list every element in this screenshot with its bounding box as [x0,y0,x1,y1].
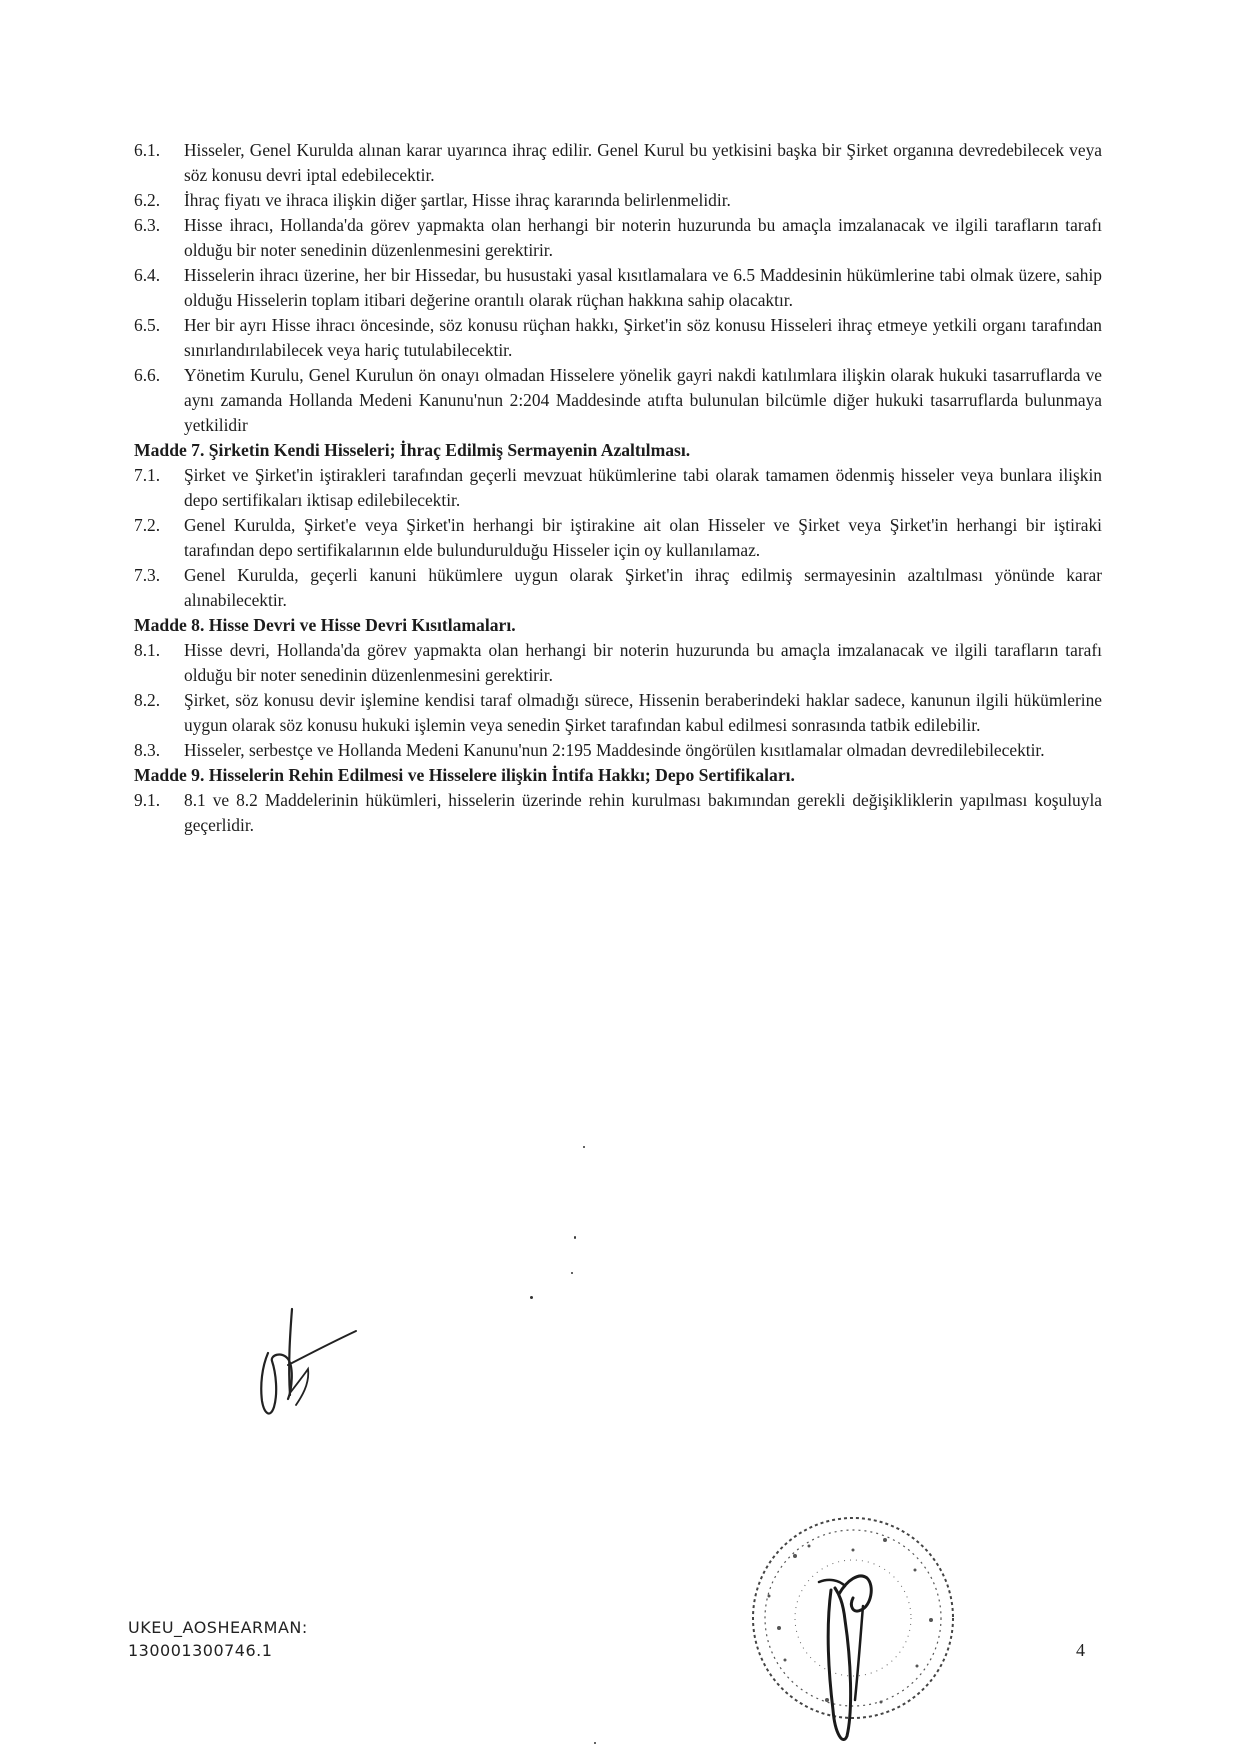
clause-number: 6.6. [134,365,161,385]
clause-text: Hisse ihracı, Hollanda'da görev yapmakta olan herhangi bir noterin huzurunda bu amaçla imzalanacak ve ilgili tarafların tarafı olduğu bir noter senedinin düzenlenmesini gerektirir. [184,215,1102,260]
clause-text: Hisseler, serbestçe ve Hollanda Medeni Kanunu'nun 2:195 Maddesinde öngörülen kısıtlamalar olmadan devredilebilecektir. [184,740,1045,760]
clause-6-1 [134,138,1102,188]
clause-text: Şirket, söz konusu devir işlemine kendisi taraf olmadığı sürece, Hissenin beraberindeki haklar sadece, kanunun ilgili hükümlerine uygun olarak söz konusu hukuki işlemin veya senedin Şirket tarafından kabul edilmesi sonrasında tatbik edilebilir. [184,690,1102,735]
clause-number: 8.3. [134,740,161,760]
clause-number: 6.3. [134,215,161,235]
clause-text: Hisseler, Genel Kurulda alınan karar uyarınca ihraç edilir. Genel Kurul bu yetkisini başka bir Şirket organına devredebilecek veya söz konusu devri iptal edebilecektir. [184,140,1102,185]
document-body [134,138,1102,838]
official-seal-stamp [735,1510,965,1750]
page-number: 4 [1076,1640,1085,1660]
clause-text: Genel Kurulda, geçerli kanuni hükümlere uygun olarak Şirket'in ihraç edilmiş sermayesinin azaltılması yönünde karar alınabilecektir. [184,565,1102,610]
clause-text: Hisse devri, Hollanda'da görev yapmakta olan herhangi bir noterin huzurunda bu amaçla imzalanacak ve ilgili tarafların tarafı olduğu bir noter senedinin düzenlenmesini gerektirir. [184,640,1102,685]
clause-number: 6.5. [134,315,161,335]
clause-7-1 [134,463,1102,513]
clause-7-3 [134,563,1102,613]
scan-speck [594,1742,596,1744]
clause-number: 6.2. [134,190,161,210]
clause-text: Hisselerin ihracı üzerine, her bir Hissedar, bu husustaki yasal kısıtlamalara ve 6.5 Maddesinin hükümlerine tabi olmak üzere, sahip olduğu Hisselerin toplam itibari değerine orantılı olarak rüçhan hakkına sahip olacaktır. [184,265,1102,310]
document-identifier [128,1616,308,1662]
clause-text: Her bir ayrı Hisse ihracı öncesinde, söz konusu rüçhan hakkı, Şirket'in söz konusu Hisseleri ihraç etmeye yetkili organı tarafından sınırlandırılabilecek veya hariç tutulabilecektir. [184,315,1102,360]
document-identifier-line-2: 130001300746.1 [128,1641,273,1660]
clause-number: 8.1. [134,640,161,660]
clause-number: 6.4. [134,265,161,285]
clause-text: İhraç fiyatı ve ihraca ilişkin diğer şartlar, Hisse ihraç kararında belirlenmelidir. [184,190,731,210]
clause-text: Şirket ve Şirket'in iştirakleri tarafından geçerli mevzuat hükümlerine tabi olarak tamamen ödenmiş hisseler veya bunlara ilişkin depo sertifikaları iktisap edilebilecektir. [184,465,1102,510]
clause-8-1 [134,638,1102,688]
clause-text: 8.1 ve 8.2 Maddelerinin hükümleri, hisselerin üzerinde rehin kurulması bakımından gerekli değişikliklerin yapılması koşuluyla geçerlidir. [184,790,1102,835]
clause-8-3 [134,738,1102,763]
clause-text: Yönetim Kurulu, Genel Kurulun ön onayı olmadan Hisselere yönelik gayri nakdi katılımlara ilişkin olarak hukuki tasarruflarda ve aynı zamanda Hollanda Medeni Kanunu'nun 2:204 Maddesinde atıfta bulunulan bilcümle diğer hukuki tasarruflarda bulunmaya yetkilidir [184,365,1102,435]
document-identifier-line-1: UKEU_AOSHEARMAN: [128,1618,308,1637]
clause-number: 9.1. [134,790,161,810]
signature-image [252,1295,362,1425]
clause-8-2 [134,688,1102,738]
article-7-heading: Madde 7. Şirketin Kendi Hisseleri; İhraç Edilmiş Sermayenin Azaltılması. [134,440,691,460]
clause-6-2 [134,188,1102,213]
scan-speck [583,1146,585,1148]
clause-number: 7.3. [134,565,161,585]
clause-number: 7.2. [134,515,161,535]
article-9-heading: Madde 9. Hisselerin Rehin Edilmesi ve Hisselere ilişkin İntifa Hakkı; Depo Sertifikaları. [134,765,795,785]
clause-number: 7.1. [134,465,161,485]
scan-speck [530,1296,533,1299]
clause-6-4 [134,263,1102,313]
article-8-heading: Madde 8. Hisse Devri ve Hisse Devri Kısıtlamaları. [134,615,516,635]
clause-6-3 [134,213,1102,263]
clause-text: Genel Kurulda, Şirket'e veya Şirket'in herhangi bir iştirakine ait olan Hisseler ve Şirket veya Şirket'in herhangi bir iştiraki tarafından depo sertifikalarının elde bulundurulduğu Hisseler için oy kullanılamaz. [184,515,1102,560]
clause-6-6 [134,363,1102,438]
clause-6-5 [134,313,1102,363]
scan-speck [571,1272,573,1274]
clause-7-2 [134,513,1102,563]
scan-speck [574,1236,576,1239]
clause-number: 8.2. [134,690,161,710]
clause-9-1 [134,788,1102,838]
clause-number: 6.1. [134,140,161,160]
